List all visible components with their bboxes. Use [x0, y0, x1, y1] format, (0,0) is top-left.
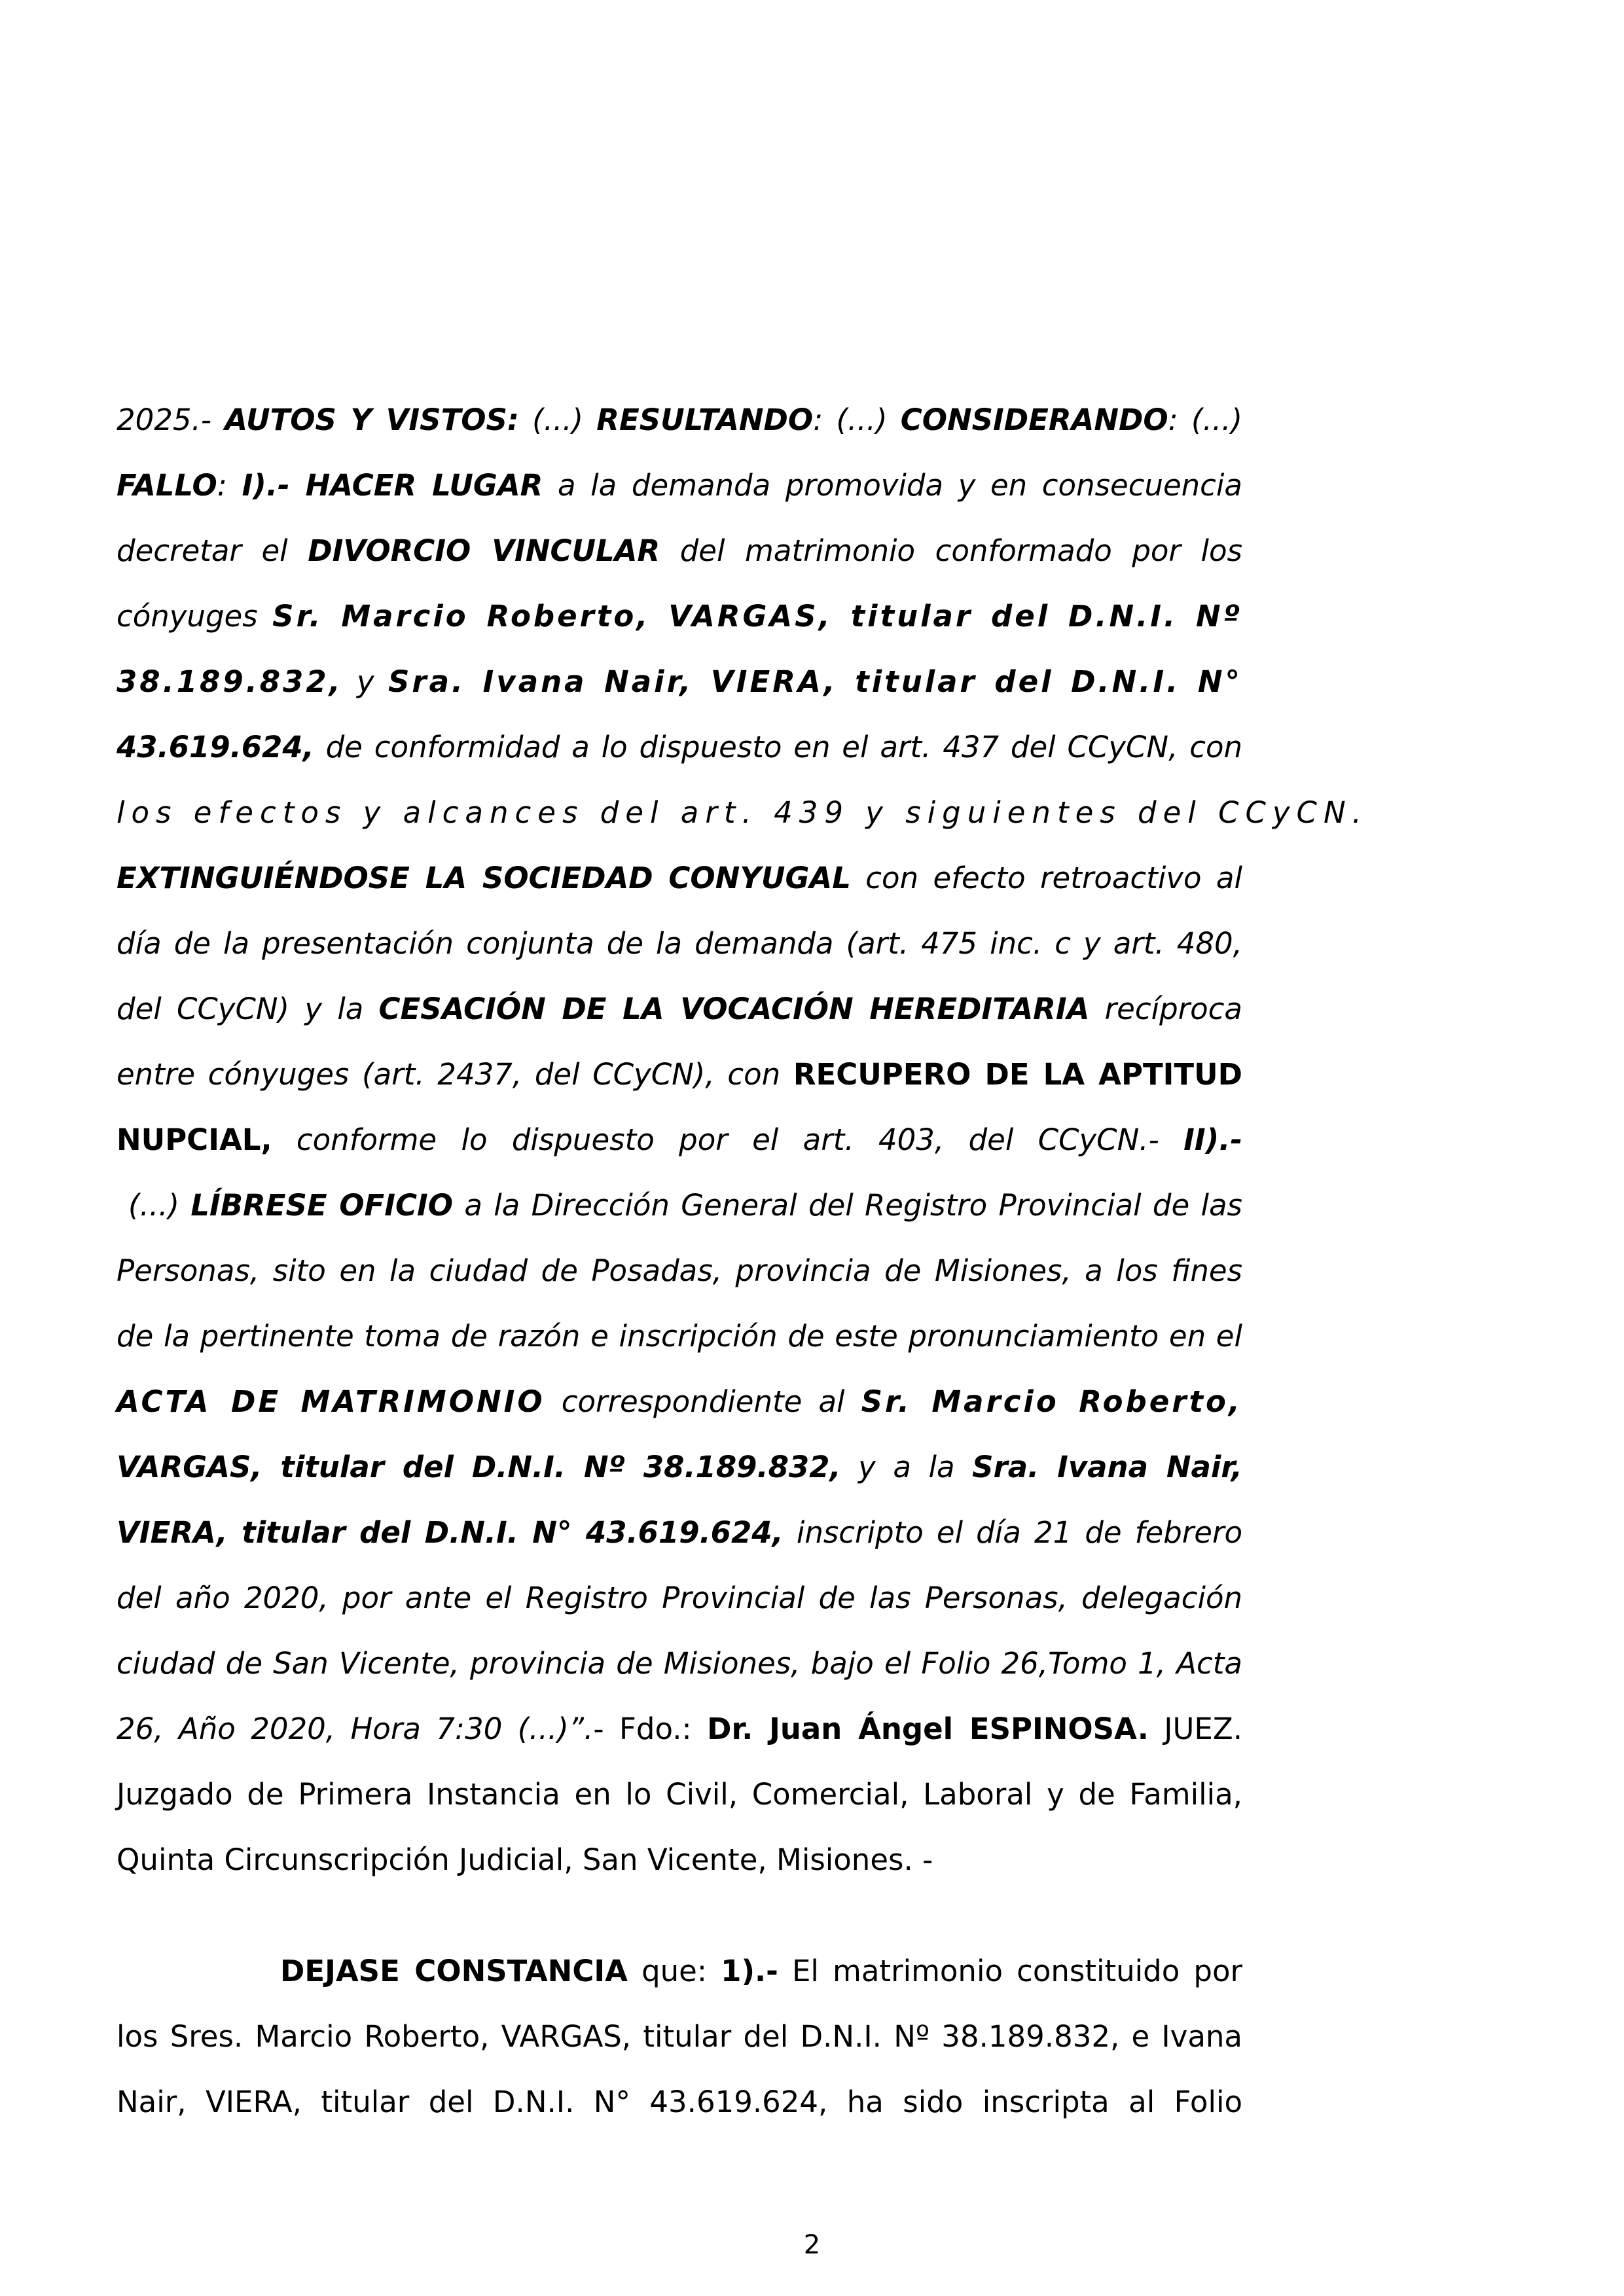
- text-line: DEJASE CONSTANCIA que: 1).- El matrimonio constituido por: [280, 1954, 1242, 1988]
- text-line: 26, Año 2020, Hora 7:30 (...)”.- Fdo.: Dr. Juan Ángel ESPINOSA. JUEZ.: [117, 1712, 1242, 1746]
- text-line: 38.189.832, y Sra. Ivana Nair, VIERA, titular del D.N.I. N°: [117, 664, 1242, 699]
- text-line: ciudad de San Vicente, provincia de Misiones, bajo el Folio 26,Tomo 1, Acta: [117, 1646, 1242, 1681]
- text-line: entre cónyuges (art. 2437, del CCyCN), con RECUPERO DE LA APTITUD: [117, 1057, 1242, 1092]
- text-line: 43.619.624, de conformidad a lo dispuesto en el art. 437 del CCyCN, con: [117, 730, 1242, 764]
- text-line: cónyuges Sr. Marcio Roberto, VARGAS, titular del D.N.I. Nº: [117, 599, 1242, 634]
- text-line: del año 2020, por ante el Registro Provincial de las Personas, delegación: [117, 1581, 1242, 1615]
- text-line: VIERA, titular del D.N.I. N° 43.619.624, inscripto el día 21 de febrero: [117, 1515, 1242, 1550]
- text-line: de la pertinente toma de razón e inscripción de este pronunciamiento en el: [117, 1319, 1242, 1354]
- text-line: Personas, sito en la ciudad de Posadas, provincia de Misiones, a los fines: [117, 1253, 1242, 1288]
- text-line: los efectos y alcances del art. 439 y siguientes del CCyCN.: [117, 795, 1368, 830]
- text-line: Nair, VIERA, titular del D.N.I. N° 43.619.624, ha sido inscripta al Folio: [117, 2085, 1242, 2119]
- text-line: EXTINGUIÉNDOSE LA SOCIEDAD CONYUGAL con efecto retroactivo al: [117, 861, 1242, 895]
- text-line: ACTA DE MATRIMONIO correspondiente al Sr. Marcio Roberto,: [117, 1384, 1242, 1419]
- text-line: (...) LÍBRESE OFICIO a la Dirección General del Registro Provincial de las: [128, 1188, 1242, 1223]
- text-line: los Sres. Marcio Roberto, VARGAS, titular del D.N.I. Nº 38.189.832, e Ivana: [117, 2019, 1242, 2054]
- text-line: NUPCIAL, conforme lo dispuesto por el art. 403, del CCyCN.- II).-: [117, 1122, 1242, 1157]
- text-line: VARGAS, titular del D.N.I. Nº 38.189.832, y a la Sra. Ivana Nair,: [117, 1450, 1242, 1484]
- page-number: 2: [803, 2230, 821, 2260]
- text-line: Quinta Circunscripción Judicial, San Vicente, Misiones. -: [117, 1842, 933, 1877]
- text-line: Juzgado de Primera Instancia en lo Civil, Comercial, Laboral y de Familia,: [117, 1777, 1242, 1812]
- text-line: día de la presentación conjunta de la demanda (art. 475 inc. c y art. 480,: [117, 926, 1242, 961]
- text-line: del CCyCN) y la CESACIÓN DE LA VOCACIÓN HEREDITARIA recíproca: [117, 992, 1243, 1026]
- text-line: 2025.- AUTOS Y VISTOS: (...) RESULTANDO: (...) CONSIDERANDO: (...): [117, 403, 1242, 437]
- text-line: decretar el DIVORCIO VINCULAR del matrimonio conformado por los: [117, 533, 1242, 568]
- text-line: FALLO: I).- HACER LUGAR a la demanda promovida y en consecuencia: [117, 468, 1243, 503]
